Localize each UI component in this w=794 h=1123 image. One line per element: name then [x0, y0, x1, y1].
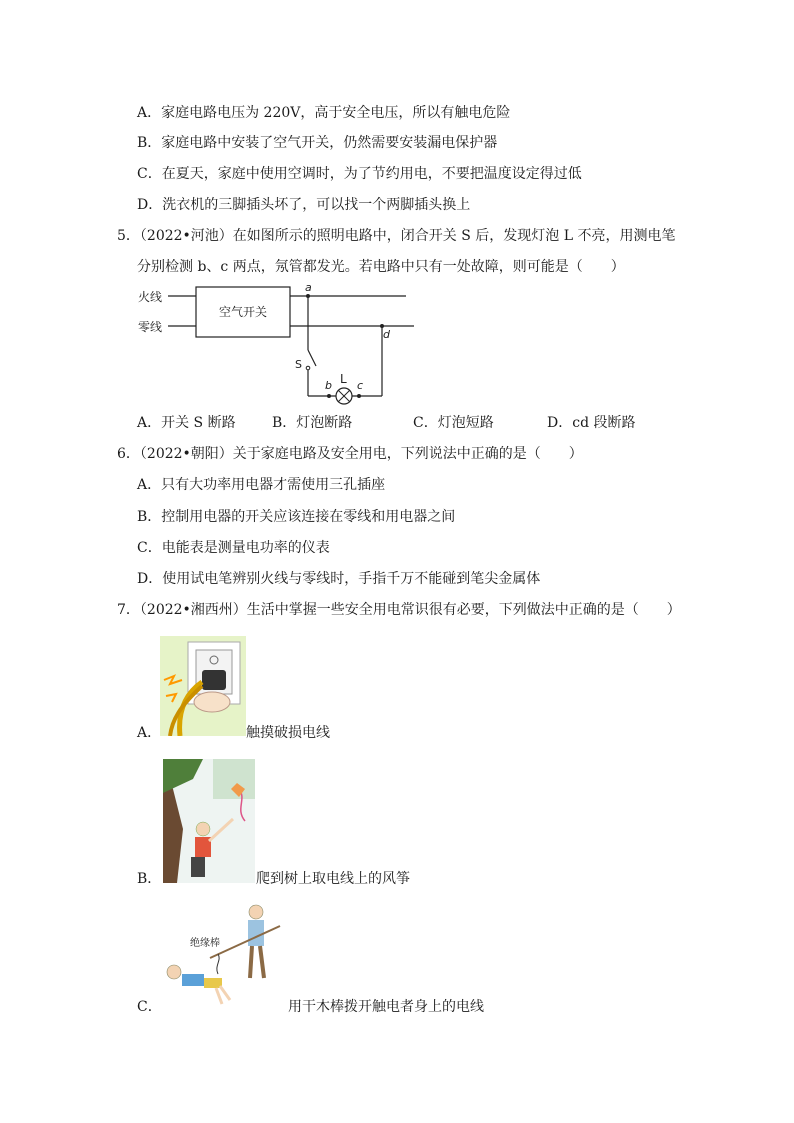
hand [194, 692, 230, 712]
node-c [357, 394, 361, 398]
q7-image-a [160, 636, 246, 736]
q4-option-b: B．家庭电路中安装了空气开关，仍然需要安装漏电保护器 [137, 135, 498, 151]
plug [202, 670, 226, 690]
neutral-wire-label: 零线 [138, 320, 163, 334]
q7-c-caption: 用干木棒拨开触电者身上的电线 [288, 999, 484, 1015]
q4-option-d: D．洗衣机的三脚插头坏了，可以找一个两脚插头换上 [137, 197, 471, 213]
q5-option-a: A．开关 S 断路 [137, 415, 236, 431]
q5-circuit-diagram [130, 282, 420, 407]
rescuer-head [249, 905, 263, 919]
insulated-rod [210, 926, 280, 958]
bulb-l-label: L [340, 372, 347, 386]
q4-option-c: C．在夏天，家庭中使用空调时，为了节约用电，不要把温度设定得过低 [137, 166, 582, 182]
insulated-rod-label: 绝缘棒 [190, 938, 220, 949]
node-b-label: b [325, 379, 332, 392]
node-c-label: c [357, 379, 364, 392]
q6-option-b: B．控制用电器的开关应该连接在零线和用电器之间 [137, 509, 456, 525]
rescuer-body [248, 920, 264, 946]
node-d-label: d [383, 328, 390, 341]
q6-stem: 6．（2022•朝阳）关于家庭电路及安全用电，下列说法中正确的是（ ） [117, 446, 583, 462]
node-b [327, 394, 331, 398]
q6-option-c: C．电能表是测量电功率的仪表 [137, 540, 330, 556]
q7-a-caption: 触摸破损电线 [246, 725, 330, 741]
switch-s-label: S [295, 358, 302, 371]
q7-b-letter: B． [137, 871, 162, 887]
victim-head [167, 965, 181, 979]
q7-a-letter: A． [137, 725, 162, 741]
q6-option-d: D．使用试电笔辨别火线与零线时，手指千万不能碰到笔尖金属体 [137, 571, 541, 587]
q7-c-letter: C． [137, 999, 162, 1015]
switch-s [308, 350, 316, 366]
q5-option-d: D．cd 段断路 [547, 415, 636, 431]
q6-option-a: A．只有大功率用电器才需使用三孔插座 [137, 477, 386, 493]
q5-stem-line1: 5．（2022•河池）在如图所示的照明电路中，闭合开关 S 后，发现灯泡 L 不亮，用测电笔 [117, 228, 676, 244]
air-breaker-label: 空气开关 [218, 305, 268, 319]
q5-stem-line2: 分别检测 b、c 两点，氖管都发光。若电路中只有一处故障，则可能是（ ） [137, 259, 625, 275]
q7-stem: 7．（2022•湘西州）生活中掌握一些安全用电常识很有必要，下列做法中正确的是（ ） [117, 602, 681, 618]
electric-wire [217, 954, 219, 974]
q7-b-caption: 爬到树上取电线上的风筝 [256, 871, 410, 887]
q5-option-c: C．灯泡短路 [413, 415, 494, 431]
q7-image-b [163, 759, 255, 883]
q4-option-a: A．家庭电路电压为 220V，高于安全电压，所以有触电危险 [137, 105, 511, 121]
node-a-label: a [305, 282, 312, 294]
q5-option-b: B．灯泡断路 [272, 415, 353, 431]
boy-head [196, 822, 210, 836]
live-wire-label: 火线 [138, 290, 163, 304]
victim-shirt [182, 974, 204, 986]
q7-image-c [158, 900, 290, 1012]
